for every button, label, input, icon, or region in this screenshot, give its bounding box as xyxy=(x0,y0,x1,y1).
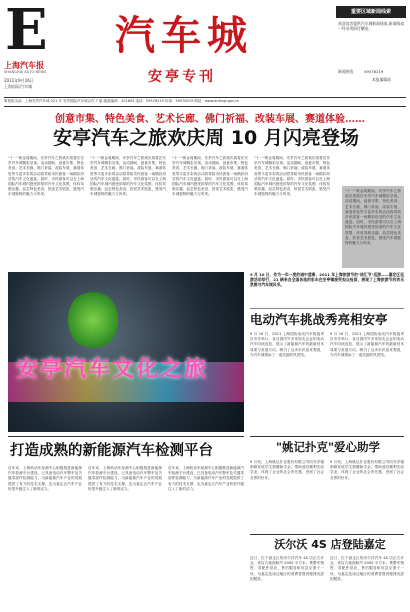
news-tips-sidebar xyxy=(336,6,406,92)
news-tips-contact-phone: 59578219 xyxy=(364,69,384,74)
charity-article-col-2: 9 月初，上海姚记扑克股份有限公司向安亭镇困难家庭学生捐赠助学金，帮助他们顺利完成学业，体现了企业的社会责任感，受到了社会各界的好评。 xyxy=(330,460,404,480)
photo-caption: 9 月 10 日，作为一年一度的城中盛事，2011 年上海旅游节的"徐汇节"巡游——嘉定区巡游活动举行，21 辆来自全国各地的彩车在安亭镇接受观众检阅，展现了上海旅游节的欢乐氛围与汽车城风采。 xyxy=(250,272,404,288)
main-article-col-3: "十一"黄金周期间，安亭汽车之旅欢庆周将在安亭汽车城精彩呈现。活动期间，创意市集、特色美食、艺术长廊、佛门祈福、改装车展、赛道体验等丰富多彩的活动将带给市民游客一场精彩纷呈的汽车文化盛宴。届时，市民游客可以在上海国际汽车城内感受浓厚的汽车文化氛围，体验驾驶乐趣，品尝特色美食，欣赏艺术展览，感受汽车城独特的魅力与风采。 xyxy=(172,156,248,197)
volvo-article-headline: 沃尔沃 4S 店登陆嘉定 xyxy=(274,538,386,551)
info-bar: 策划组出品：上海安亭汽车城 021 号 安亭国际汽车城合作 7 版 邮政编码：201805 电话：59578219 传真：59578219 网址：www.antingr.gov.cn xyxy=(4,99,240,103)
ev-article-col-1: 9 月 16 日，2011 上海国际电动汽车挑战秀在安亭举行，来自国内外多家知名企业的电动汽车同场竞技，展示了新能源汽车的最新技术成果与发展方向，吸引了众多市民前来观看，为汽车城增添了一道亮丽的风景线。 xyxy=(250,332,324,357)
issue-region: 上海国际汽车城 xyxy=(4,84,32,89)
charity-article-col-1: 9 月初，上海姚记扑克股份有限公司向安亭镇困难家庭学生捐赠助学金，帮助他们顺利完成学业，体现了企业的社会责任感，受到了社会各界的好评。 xyxy=(250,460,324,480)
news-tips-body: 欢迎读者提供汽车城新闻线索,新闻线索一经采用即付酬金。 xyxy=(338,21,404,32)
paper-name: 上海汽车报 xyxy=(4,60,44,70)
platform-article-col-2: 近年来，上海机动车检测中心积极推进新能源汽车检测平台建设，已具备电动汽车整车及关键零部件检测能力，为新能源汽车产业的发展提供了有力的技术支撑，也为嘉定区汽车产业转型升级注入了新的活力。 xyxy=(88,466,162,491)
platform-article-col-3: 近年来，上海机动车检测中心积极推进新能源汽车检测平台建设，已具备电动汽车整车及关键零部件检测能力，为新能源汽车产业的发展提供了有力的技术支撑，也为嘉定区汽车产业转型升级注入了新的活力。 xyxy=(168,466,244,491)
section-title: 汽车城 xyxy=(115,12,253,59)
main-article-col-4: "十一"黄金周期间，安亭汽车之旅欢庆周将在安亭汽车城精彩呈现。活动期间，创意市集、特色美食、艺术长廊、佛门祈福、改装车展、赛道体验等丰富多彩的活动将带给市民游客一场精彩纷呈的汽车文化盛宴。届时，市民游客可以在上海国际汽车城内感受浓厚的汽车文化氛围，体验驾驶乐趣，品尝特色美食，欣赏艺术展览，感受汽车城独特的魅力与风采。 xyxy=(254,156,330,197)
main-article-col-1: "十一"黄金周期间，安亭汽车之旅欢庆周将在安亭汽车城精彩呈现。活动期间，创意市集、特色美食、艺术长廊、佛门祈福、改装车展、赛道体验等丰富多彩的活动将带给市民游客一场精彩纷呈的汽车文化盛宴。届时，市民游客可以在上海国际汽车城内感受浓厚的汽车文化氛围，体验驾驶乐趣，品尝特色美食，欣赏艺术展览，感受汽车城独特的魅力与风采。 xyxy=(8,156,84,197)
main-article xyxy=(8,156,338,268)
side-note-text: "十一"黄金周期间，安亭汽车之旅欢庆周将在安亭汽车城精彩呈现。活动期间，创意市集、特色美食、艺术长廊、佛门祈福、改装车展、赛道体验等丰富多彩的活动将带给市民游客一场精彩纷呈的汽车文化盛宴。届时，市民游客可以在上海国际汽车城内感受浓厚的汽车文化氛围，体验驾驶乐趣，品尝特色美食，欣赏艺术展览，感受汽车城独特的魅力与风采。 xyxy=(345,189,401,246)
main-headline: 安亭汽车之旅欢庆周 10 月闪亮登场 xyxy=(53,127,359,149)
ev-article-rule xyxy=(250,308,404,309)
parade-photo xyxy=(8,272,244,432)
volvo-article-col-2: 近日，位于嘉定区的沃尔沃汽车 4S 店正式开业，该店占地面积约 5000 平方米，集整车销售、零配件供应、售后服务和信息反馈于一体，为嘉定及周边地区的消费者提供便捷优质的服务。 xyxy=(330,556,404,581)
platform-article xyxy=(8,466,244,606)
main-article-col-2: "十一"黄金周期间，安亭汽车之旅欢庆周将在安亭汽车城精彩呈现。活动期间，创意市集、特色美食、艺术长廊、佛门祈福、改装车展、赛道体验等丰富多彩的活动将带给市民游客一场精彩纷呈的汽车文化盛宴。届时，市民游客可以在上海国际汽车城内感受浓厚的汽车文化氛围，体验驾驶乐趣，品尝特色美食，欣赏艺术展览，感受汽车城独特的魅力与风采。 xyxy=(90,156,166,197)
tagline: 创意市集、特色美食、艺术长廊、佛门祈福、改装车展、赛道体验…… xyxy=(55,114,365,125)
info-bar-top-rule xyxy=(4,97,406,98)
platform-article-rule xyxy=(8,436,244,437)
news-tips-contact-label: 新闻热线 xyxy=(338,69,354,74)
parade-photo-text: 安亭汽车文化之旅 xyxy=(16,356,209,382)
ev-article-col-2: 9 月 16 日，2011 上海国际电动汽车挑战秀在安亭举行，来自国内外多家知名企业的电动汽车同场竞技，展示了新能源汽车的最新技术成果与发展方向，吸引了众多市民前来观看，为汽车城增添了一道亮丽的风景线。 xyxy=(330,332,404,357)
masthead-letter: E xyxy=(5,0,48,63)
paper-pinyin: SHANGHAI AUTO NEWS xyxy=(4,70,47,74)
side-note-box xyxy=(342,186,404,268)
charity-article-headline: "姚记扑克"爱心助学 xyxy=(276,440,380,454)
section-subtitle: 安亭专刊 xyxy=(148,69,216,85)
charity-article-rule xyxy=(250,436,404,437)
volvo-article-rule xyxy=(250,534,404,535)
parade-photo-float xyxy=(68,290,118,350)
ev-article-headline: 电动汽车挑战秀亮相安亭 xyxy=(250,312,388,327)
issue-date: 2011年9月16日 xyxy=(4,78,34,83)
platform-article-col-1: 近年来，上海机动车检测中心积极推进新能源汽车检测平台建设，已具备电动汽车整车及关键零部件检测能力，为新能源汽车产业的发展提供了有力的技术支撑，也为嘉定区汽车产业转型升级注入了新的活力。 xyxy=(8,466,82,491)
news-tips-title: 重要区域新闻线索 xyxy=(336,6,406,18)
platform-article-headline: 打造成熟的新能源汽车检测平台 xyxy=(10,443,213,459)
volvo-article-col-1: 近日，位于嘉定区的沃尔沃汽车 4S 店正式开业，该店占地面积约 5000 平方米，集整车销售、零配件供应、售后服务和信息反馈于一体，为嘉定及周边地区的消费者提供便捷优质的服务。 xyxy=(250,556,324,581)
info-bar-bottom-rule xyxy=(4,106,406,107)
news-tips-footer: 本报编辑部 xyxy=(372,77,391,82)
